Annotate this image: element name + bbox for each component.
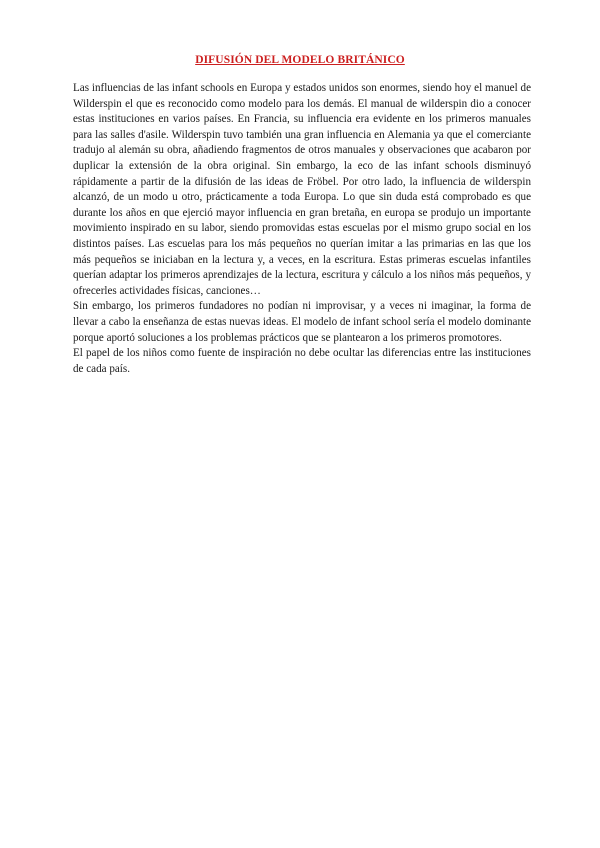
paragraph-2: Sin embargo, los primeros fundadores no podían ni improvisar, y a veces ni imaginar, la forma de llevar a cabo la enseñanza de estas nuevas ideas. El modelo de infant school sería el modelo dominante porque aportó soluciones a los problemas prácticos que se plantearon a los primeros promotores.: [73, 300, 531, 344]
document-body: [73, 81, 531, 377]
document-title: DIFUSIÓN DEL MODELO BRITÁNICO: [195, 54, 405, 66]
paragraph-1: Las influencias de las infant schools en Europa y estados unidos son enormes, siendo hoy el manuel de Wilderspin el que es reconocido como modelo para los demás. El manual de wilderspin dio a conocer estas instituciones en varios países. En Francia, su influencia era evidente en los primeros manuales para las salles d'asile. Wilderspin tuvo también una gran influencia en Alemania ya que el comerciante tradujo al alemán su obra, añadiendo fragmentos de otros manuales y observaciones que acabaron por duplicar la extensión de la obra original. Sin embargo, la eco de las infant schools disminuyó rápidamente a partir de la difusión de las ideas de Fröbel. Por otro lado, la influencia de wilderspin alcanzó, de un modo u otro, prácticamente a toda Europa. Lo que sin duda está comprobado es que durante los años en que ejerció mayor influencia en gran bretaña, en europa se produjo un importante movimiento inspirado en su labor, siendo promovidas estas escuelas por el mismo grupo social en los distintos países. Las escuelas para los más pequeños no querían imitar a las primarias en las que los más pequeños se iniciaban en la lectura y, a veces, en la escritura. Estas primeras escuelas infantiles querían adaptar los primeros aprendizajes de la lectura, escritura y cálculo a los niños más pequeños, y ofrecerles actividades físicas, canciones…: [73, 82, 531, 297]
title-container: [0, 50, 600, 68]
paragraph-3: El papel de los niños como fuente de inspiración no debe ocultar las diferencias entre las instituciones de cada país.: [73, 347, 531, 375]
